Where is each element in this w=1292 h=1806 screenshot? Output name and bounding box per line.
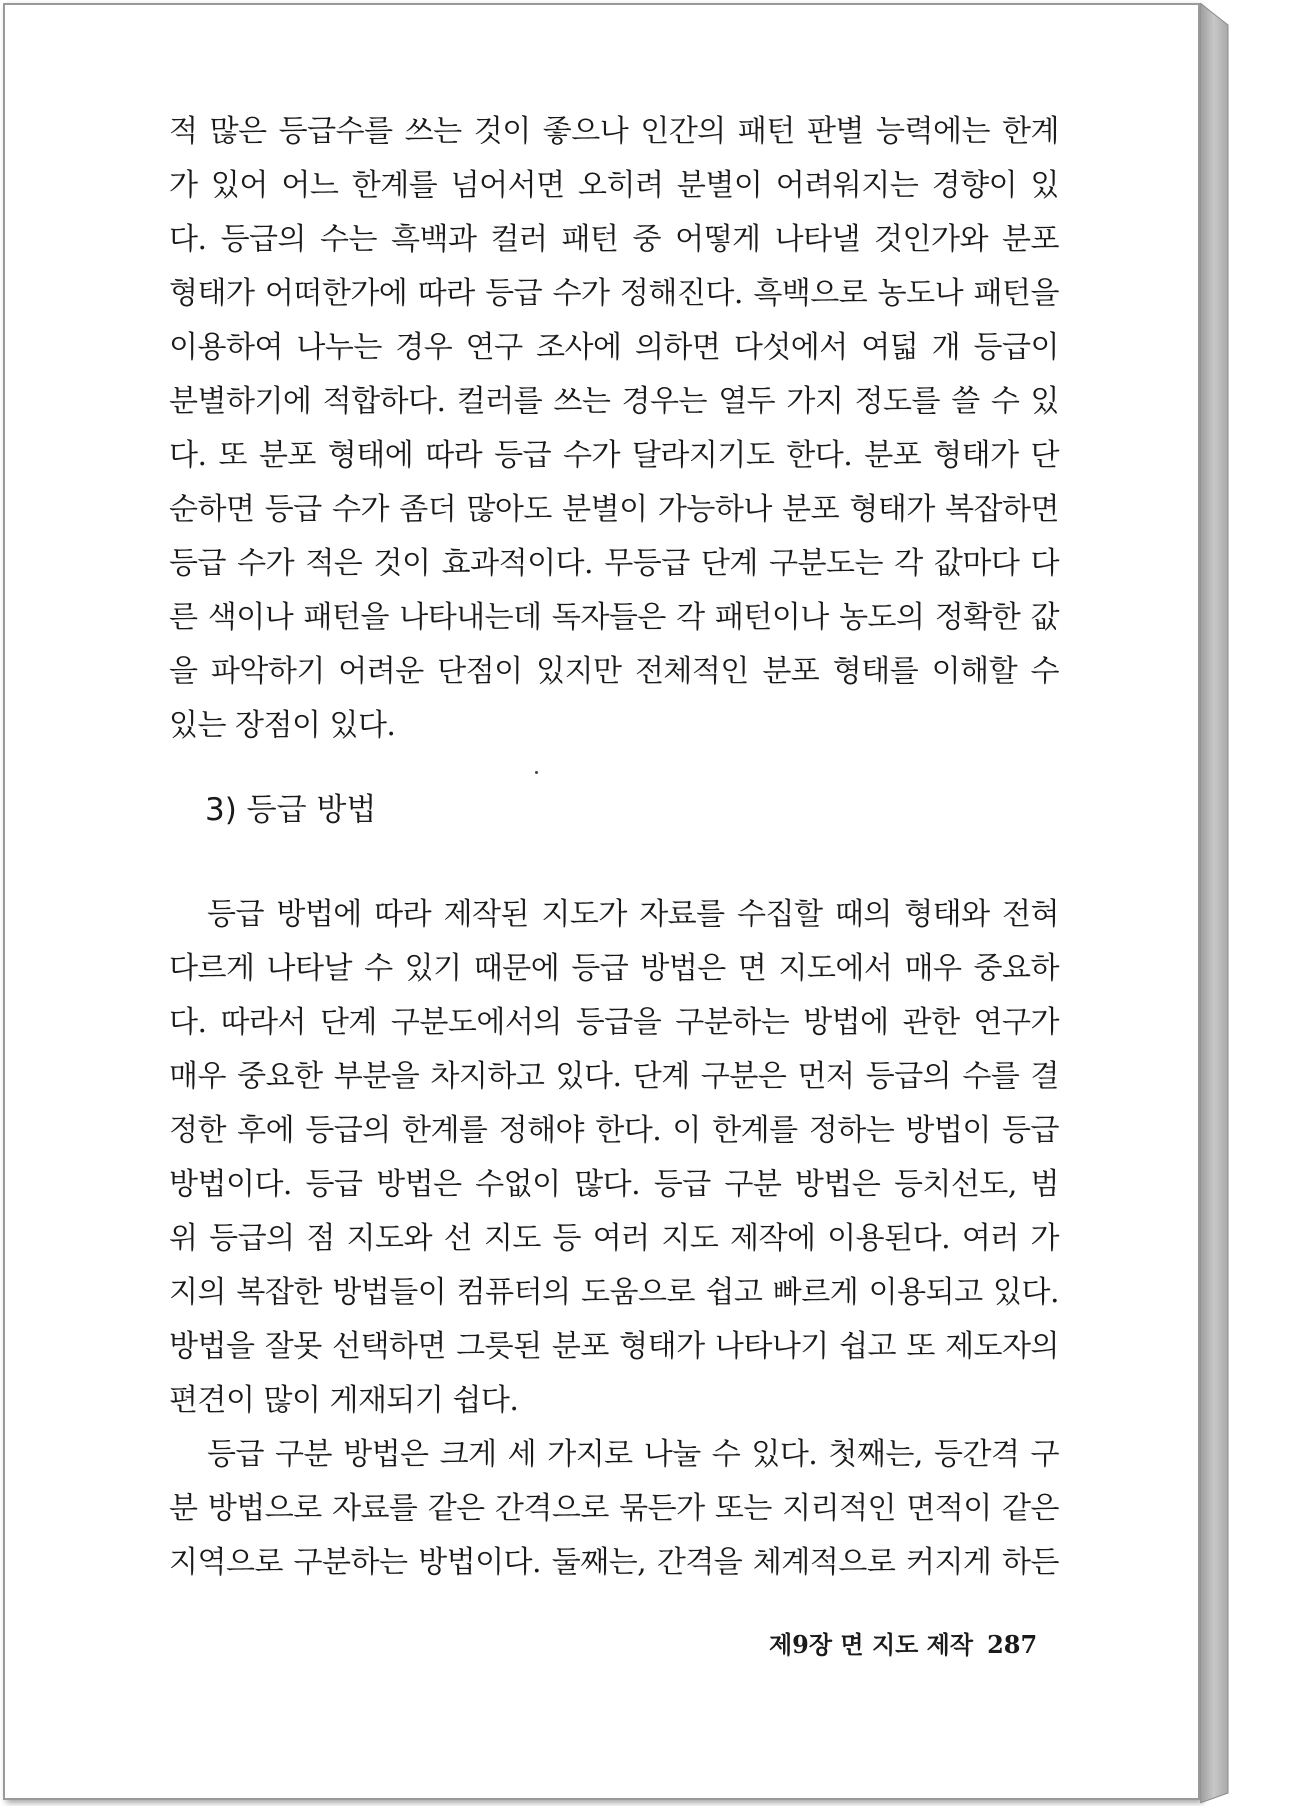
speck bbox=[535, 771, 538, 774]
text-line: 순하면 등급 수가 좀더 많아도 분별이 가능하나 분포 형태가 복잡하면 bbox=[169, 492, 1059, 527]
text-line: 등급 구분 방법은 크게 세 가지로 나눌 수 있다. 첫째는, 등간격 구 bbox=[207, 1437, 1059, 1472]
book-page bbox=[3, 3, 1200, 1800]
text-line: 위 등급의 점 지도와 선 지도 등 여러 지도 제작에 이용된다. 여러 가 bbox=[169, 1221, 1059, 1256]
text-line: 분 방법으로 자료를 같은 간격으로 묶든가 또는 지리적인 면적이 같은 bbox=[169, 1491, 1059, 1526]
text-line: 다르게 나타날 수 있기 때문에 등급 방법은 면 지도에서 매우 중요하 bbox=[169, 951, 1059, 986]
text-line: 형태가 어떠한가에 따라 등급 수가 정해진다. 흑백으로 농도나 패턴을 bbox=[169, 276, 1059, 311]
text-line: 지역으로 구분하는 방법이다. 둘째는, 간격을 체계적으로 커지게 하든 bbox=[169, 1545, 1059, 1580]
text-line: 른 색이나 패턴을 나타내는데 독자들은 각 패턴이나 농도의 정확한 값 bbox=[169, 600, 1059, 635]
text-line: 분별하기에 적합하다. 컬러를 쓰는 경우는 열두 가지 정도를 쓸 수 있 bbox=[169, 384, 1059, 419]
paragraph-2 bbox=[169, 888, 1059, 1590]
text-line: 방법을 잘못 선택하면 그릇된 분포 형태가 나타나기 쉽고 또 제도자의 bbox=[169, 1329, 1059, 1364]
text-line: 방법이다. 등급 방법은 수없이 많다. 등급 구분 방법은 등치선도, 범 bbox=[169, 1167, 1059, 1202]
text-line: 가 있어 어느 한계를 넘어서면 오히려 분별이 어려워지는 경향이 있 bbox=[169, 168, 1059, 203]
page-number: 287 bbox=[987, 1630, 1038, 1659]
text-line: 지의 복잡한 방법들이 컴퓨터의 도움으로 쉽고 빠르게 이용되고 있다. bbox=[169, 1275, 1059, 1310]
text-line: 등급 방법에 따라 제작된 지도가 자료를 수집할 때의 형태와 전혀 bbox=[207, 897, 1059, 932]
text-line: 다. 따라서 단계 구분도에서의 등급을 구분하는 방법에 관한 연구가 bbox=[169, 1005, 1059, 1040]
text-line: 매우 중요한 부분을 차지하고 있다. 단계 구분은 먼저 등급의 수를 결 bbox=[169, 1059, 1059, 1094]
text-line: 다. 또 분포 형태에 따라 등급 수가 달라지기도 한다. 분포 형태가 단 bbox=[169, 438, 1059, 473]
text-line: 다. 등급의 수는 흑백과 컬러 패턴 중 어떻게 나타낼 것인가와 분포 bbox=[169, 222, 1059, 257]
text-line: 적 많은 등급수를 쓰는 것이 좋으나 인간의 패턴 판별 능력에는 한계 bbox=[169, 114, 1059, 149]
running-footer-chapter: 제9장 면 지도 제작 bbox=[769, 1630, 974, 1659]
text-line: 이용하여 나누는 경우 연구 조사에 의하면 다섯에서 여덟 개 등급이 bbox=[169, 330, 1059, 365]
text-line: 있는 장점이 있다. bbox=[169, 708, 396, 743]
page-edge bbox=[1200, 3, 1252, 1803]
section-heading: 3) 등급 방법 bbox=[205, 792, 377, 828]
text-line: 등급 수가 적은 것이 효과적이다. 무등급 단계 구분도는 각 값마다 다 bbox=[169, 546, 1059, 581]
text-line: 을 파악하기 어려운 단점이 있지만 전체적인 분포 형태를 이해할 수 bbox=[169, 654, 1059, 689]
page-footer bbox=[769, 1625, 1037, 1660]
text-line: 편견이 많이 게재되기 쉽다. bbox=[169, 1383, 519, 1418]
paragraph-1 bbox=[169, 105, 1059, 753]
text-line: 정한 후에 등급의 한계를 정해야 한다. 이 한계를 정하는 방법이 등급 bbox=[169, 1113, 1059, 1148]
